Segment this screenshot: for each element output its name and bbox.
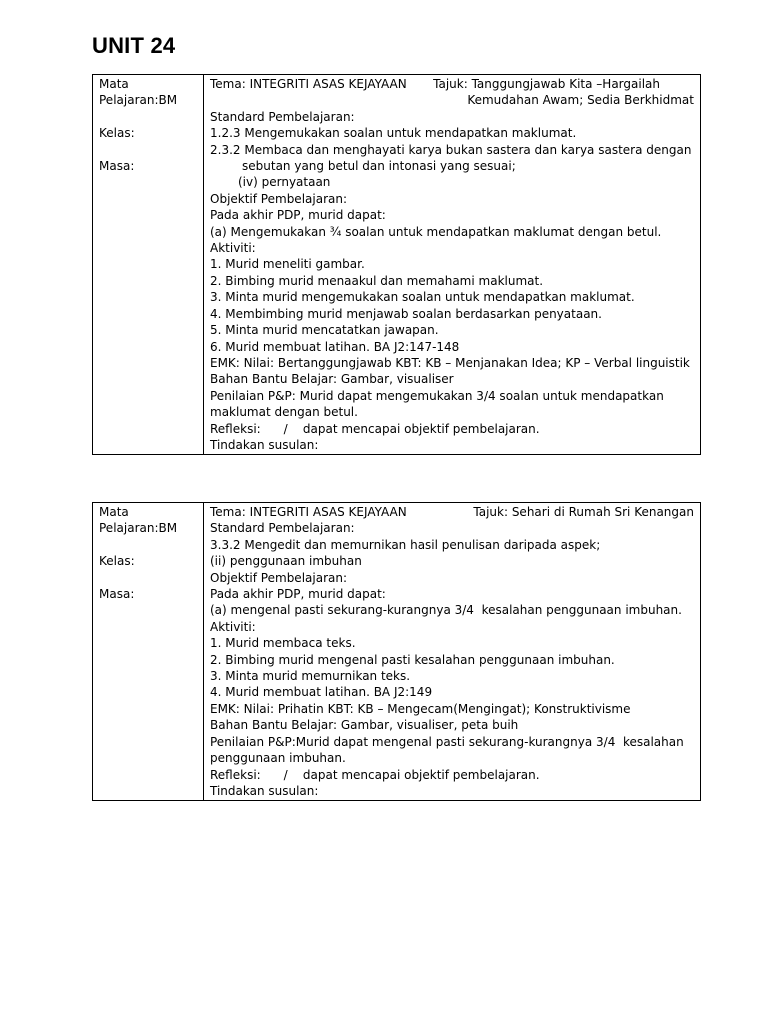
- teaching-aids-text: Bahan Bantu Belajar: Gambar, visualiser: [210, 372, 454, 387]
- standard-heading: Standard Pembelajaran:: [210, 109, 355, 124]
- standard-item: 2.3.2 Membaca dan menghayati karya bukan sastera dan karya sastera dengan: [210, 142, 692, 157]
- standard-item-continued: sebutan yang betul dan intonasi yang sesuai;: [242, 159, 516, 174]
- lesson-content-cell: [204, 503, 701, 801]
- objective-item: (a) mengenal pasti sekurang-kurangnya 3/4 kesalahan penggunaan imbuhan.: [210, 603, 682, 618]
- activity-heading: Aktiviti:: [210, 619, 256, 634]
- topic-text: Tajuk: Tanggungjawab Kita –Hargailah: [433, 77, 660, 91]
- standard-heading: Standard Pembelajaran:: [210, 521, 355, 536]
- standard-subitem: (ii) penggunaan imbuhan: [210, 554, 362, 569]
- standard-item: 3.3.2 Mengedit dan memurnikan hasil penulisan daripada aspek;: [210, 537, 601, 552]
- lesson-header: [210, 76, 694, 92]
- standard-subitem: (iv) pernyataan: [238, 175, 331, 190]
- activity-item: 1. Murid membaca teks.: [210, 636, 356, 651]
- subject-value: Pelajaran:BM: [99, 93, 178, 108]
- emk-text: EMK: Nilai: Prihatin KBT: KB – Mengecam(Mengingat); Konstruktivisme: [210, 701, 631, 716]
- class-label: Kelas:: [99, 126, 135, 141]
- reflection-text: Refleksi: / dapat mencapai objektif pembelajaran.: [210, 421, 540, 436]
- lesson-plan-table-1: [92, 74, 701, 455]
- assessment-text: Penilaian P&P:Murid dapat mengenal pasti sekurang-kurangnya 3/4 kesalahan: [210, 734, 684, 749]
- activity-heading: Aktiviti:: [210, 241, 256, 256]
- activity-item: 6. Murid membuat latihan. BA J2:147-148: [210, 339, 460, 354]
- activity-item: 4. Membimbing murid menjawab soalan berdasarkan penyataan.: [210, 306, 602, 321]
- lesson-plan-row: [93, 503, 701, 801]
- objective-intro: Pada akhir PDP, murid dapat:: [210, 208, 386, 223]
- time-label: Masa:: [99, 587, 135, 601]
- assessment-text-continued: maklumat dengan betul.: [210, 405, 358, 420]
- class-label: Kelas:: [99, 554, 135, 569]
- lesson-meta-cell: [93, 503, 204, 801]
- follow-up-text: Tindakan susulan:: [210, 437, 319, 452]
- follow-up-text: Tindakan susulan:: [210, 783, 319, 798]
- topic-text: Tajuk: Sehari di Rumah Sri Kenangan: [473, 505, 694, 519]
- lesson-header: [210, 504, 694, 520]
- reflection-text: Refleksi: / dapat mencapai objektif pembelajaran.: [210, 767, 540, 782]
- lesson-plan-row: [93, 75, 701, 455]
- unit-title: UNIT 24: [92, 33, 176, 58]
- activity-item: 3. Minta murid memurnikan teks.: [210, 669, 411, 684]
- theme-text: Tema: INTEGRITI ASAS KEJAYAAN: [210, 77, 407, 91]
- theme-text: Tema: INTEGRITI ASAS KEJAYAAN: [210, 505, 407, 519]
- activity-item: 2. Bimbing murid menaakul dan memahami maklumat.: [210, 273, 544, 288]
- objective-intro: Pada akhir PDP, murid dapat:: [210, 587, 386, 602]
- lesson-content-cell: [204, 75, 701, 455]
- activity-item: 2. Bimbing murid mengenal pasti kesalahan penggunaan imbuhan.: [210, 652, 615, 667]
- lesson-meta-cell: [93, 75, 204, 455]
- objective-heading: Objektif Pembelajaran:: [210, 191, 347, 206]
- activity-item: 4. Murid membuat latihan. BA J2:149: [210, 685, 433, 700]
- activity-item: 5. Minta murid mencatatkan jawapan.: [210, 323, 439, 338]
- assessment-text-continued: penggunaan imbuhan.: [210, 751, 346, 766]
- time-label: Masa:: [99, 159, 135, 173]
- standard-item: 1.2.3 Mengemukakan soalan untuk mendapatkan maklumat.: [210, 126, 577, 141]
- emk-text: EMK: Nilai: Bertanggungjawab KBT: KB – Menjanakan Idea; KP – Verbal linguistik: [210, 355, 690, 370]
- teaching-aids-text: Bahan Bantu Belajar: Gambar, visualiser, peta buih: [210, 718, 519, 733]
- lesson-plan-table-2: [92, 502, 701, 801]
- assessment-text: Penilaian P&P: Murid dapat mengemukakan 3/4 soalan untuk mendapatkan: [210, 388, 664, 403]
- activity-item: 3. Minta murid mengemukakan soalan untuk mendapatkan maklumat.: [210, 290, 635, 305]
- subject-value: Pelajaran:BM: [99, 521, 178, 536]
- subject-label: Mata: [99, 77, 129, 91]
- topic-text-continued: Kemudahan Awam; Sedia Berkhidmat: [467, 93, 694, 108]
- objective-item: (a) Mengemukakan ¾ soalan untuk mendapatkan maklumat dengan betul.: [210, 224, 662, 239]
- activity-item: 1. Murid meneliti gambar.: [210, 257, 365, 272]
- objective-heading: Objektif Pembelajaran:: [210, 570, 347, 585]
- subject-label: Mata: [99, 505, 129, 519]
